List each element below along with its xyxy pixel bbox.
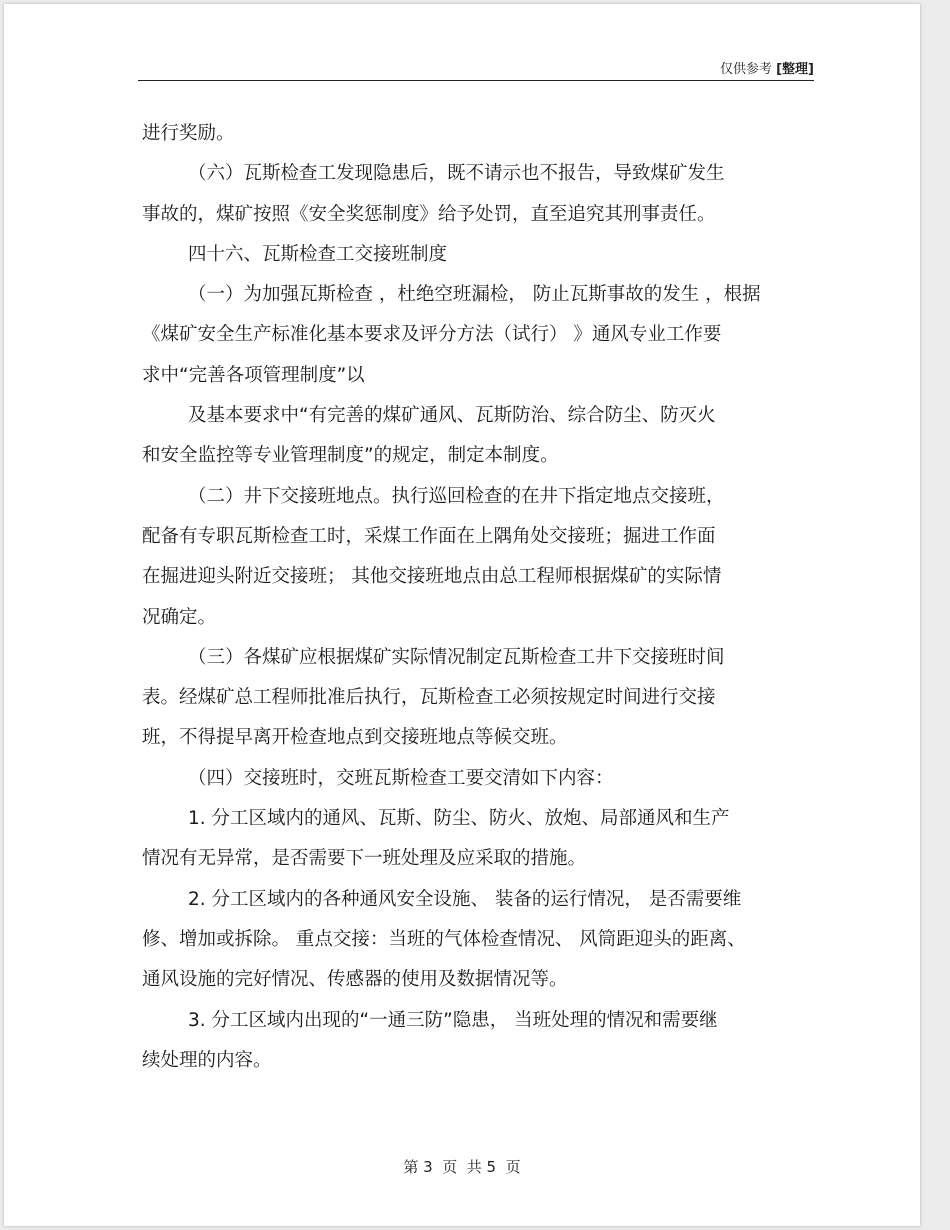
text-line: 及基本要求中“有完善的煤矿通风、瓦斯防治、综合防尘、防灭火 [188, 405, 716, 427]
text-line: 在掘进迎头附近交接班； 其他交接班地点由总工程师根据煤矿的实际情 [142, 566, 722, 588]
header-rule [138, 80, 814, 81]
document-body [142, 114, 822, 1081]
text-line: （二）井下交接班地点。执行巡回检查的在井下指定地点交接班， [188, 485, 725, 507]
header-text: 仅供参考 [719, 62, 772, 77]
text-line: （一）为加强瓦斯检查 ，杜绝空班漏检， 防止瓦斯事故的发生 ，根据 [188, 284, 761, 306]
text-line: 进行奖励。 [142, 123, 235, 144]
text-line: 通风设施的完好情况、传感器的使用及数据情况等。 [142, 969, 568, 991]
text-line: 况确定。 [142, 606, 217, 628]
text-line: 《煤矿安全生产标准化基本要求及评分方法（试行） 》通风专业工作要 [142, 324, 722, 346]
page-header [138, 58, 814, 78]
text-line: （三）各煤矿应根据煤矿实际情况制定瓦斯检查工井下交接班时间 [188, 646, 725, 668]
text-line: 事故的，煤矿按照《安全奖惩制度》给予处罚，直至追究其刑事责任。 [142, 203, 716, 225]
section-heading: 四十六、瓦斯检查工交接班制度 [188, 243, 448, 265]
text-line: 配备有专职瓦斯检查工时，采煤工作面在上隅角处交接班；掘进工作面 [142, 525, 716, 547]
text-line: （六）瓦斯检查工发现隐患后，既不请示也不报告，导致煤矿发生 [188, 163, 725, 185]
list-item: 3. 分工区域内出现的“一通三防”隐患， 当班处理的情况和需要继 [188, 1009, 718, 1031]
document-page [4, 4, 920, 1226]
page-footer: 第 3 页 共 5 页 [403, 1158, 521, 1176]
text-line: 续处理的内容。 [142, 1049, 272, 1071]
text-line: 修、增加或拆除。 重点交接：当班的气体检查情况、 风筒距迎头的距离、 [142, 928, 746, 950]
text-line: 情况有无异常，是否需要下一班处理及应采取的措施。 [142, 848, 587, 870]
text-line: 班，不得提早离开检查地点到交接班地点等候交班。 [142, 727, 568, 749]
header-bracket-text: [整理] [776, 62, 814, 77]
text-line: 和安全监控等专业管理制度”的规定，制定本制度。 [142, 445, 559, 467]
text-line: 求中“完善各项管理制度”以 [142, 364, 365, 386]
list-item: 1. 分工区域内的通风、瓦斯、防尘、防火、放炮、局部通风和生产 [188, 808, 730, 830]
list-item: 2. 分工区域内的各种通风安全设施、 装备的运行情况， 是否需要维 [188, 888, 742, 910]
text-line: （四）交接班时，交班瓦斯检查工要交清如下内容： [188, 767, 614, 789]
text-line: 表。经煤矿总工程师批准后执行，瓦斯检查工必须按规定时间进行交接 [142, 687, 716, 709]
